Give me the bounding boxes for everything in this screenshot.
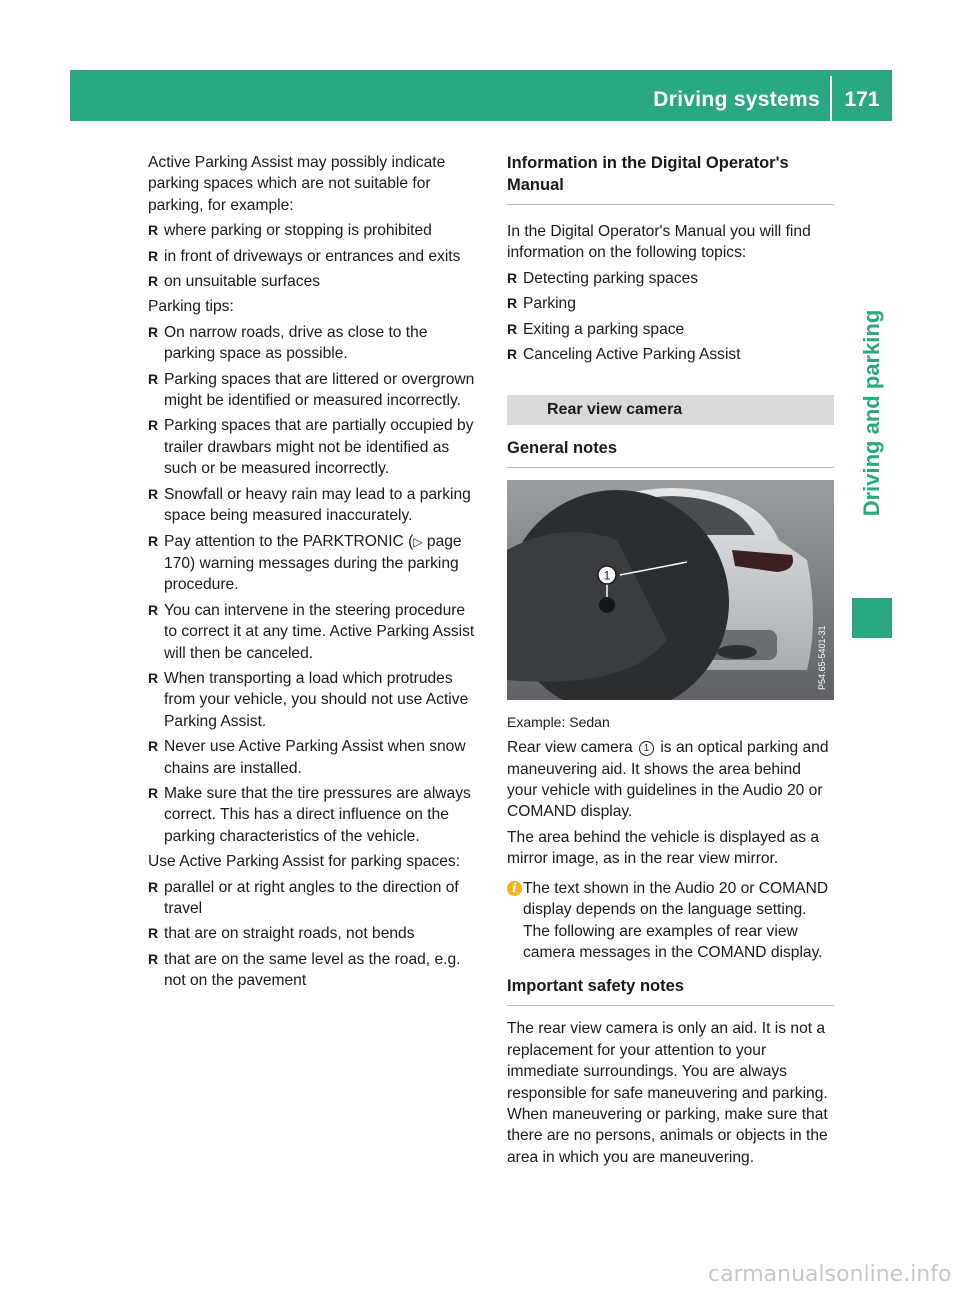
list-item: R Detecting parking spaces [507,268,834,289]
tip-text: ) warning messages during the parking procedure. [164,554,459,594]
figure-code: P54.65-5401-31 [817,625,827,690]
digital-topics-list [507,268,834,366]
info-icon: i [507,881,522,896]
list-item: R Never use Active Parking Assist when snow chains are installed. [148,736,482,779]
note-text: The text shown in the Audio 20 or COMAND display depends on the language setting. The following are examples of rear view camera messages in the COMAND display. [523,879,829,961]
list-item: R You can intervene in the steering procedure to correct it at any time. Active Parking Assist will then be canceled. [148,600,482,664]
use-label: Use Active Parking Assist for parking spaces: [148,853,461,871]
list-item: R Parking spaces that are littered or overgrown might be identified or measured incorrectly. [148,369,482,412]
use-list [148,877,482,992]
intro-paragraph: Active Parking Assist may possibly indicate parking spaces which are not suitable for parking, for example: [148,154,446,214]
side-tab-label: Driving and parking [859,309,884,517]
list-item: R Canceling Active Parking Assist [507,344,834,365]
unsuitable-list [148,220,482,292]
list-item: R on unsuitable surfaces [148,271,482,292]
list-item: R in front of driveways or entrances and exits [148,246,482,267]
header-divider [830,76,832,121]
right-column [507,152,834,1172]
info-note [507,878,834,964]
camera-paragraph [507,737,834,823]
safety-paragraph: The rear view camera is only an aid. It is not a replacement for your attention to your immediate surroundings. You are always responsible for safe maneuvering and parking. When maneuvering or parking, make sure that there are no persons, animals or objects in the area in which you are maneuvering. [507,1020,828,1166]
header-bar [70,70,892,121]
list-item: R that are on straight roads, not bends [148,923,482,944]
side-marker [852,598,892,638]
rear-camera-figure [507,480,834,700]
list-item: R Snowfall or heavy rain may lead to a parking space being measured inaccurately. [148,484,482,527]
list-item: R Exiting a parking space [507,319,834,340]
list-item: R Make sure that the tire pressures are always correct. This has a direct influence on the parking characteristics of the vehicle. [148,783,482,847]
list-item [148,531,482,596]
car-rear-illustration [507,480,834,700]
tips-label: Parking tips: [148,298,234,316]
figure-caption: Example: Sedan [507,713,610,730]
list-item: R Parking spaces that are partially occupied by trailer drawbars might not be identified as such or be measured incorrectly. [148,415,482,479]
page-reference-link[interactable]: page 170 [164,532,462,572]
mirror-paragraph: The area behind the vehicle is displayed as a mirror image, as in the rear view mirror. [507,828,820,868]
camera-text: is an optical parking and maneuvering aid. It shows the area behind your vehicle with guidelines in the Audio 20 or COMAND display. [507,739,829,821]
page-number: 171 [844,88,880,111]
tip-text: Pay attention to the PARKTRONIC ( [164,532,414,550]
callout-number: 1 [603,568,611,583]
side-tab [852,248,892,578]
general-notes-heading: General notes [507,437,834,468]
chapter-title: Driving systems [653,88,820,111]
list-item: R parallel or at right angles to the direction of travel [148,877,482,920]
digital-intro: In the Digital Operator's Manual you will find information on the following topics: [507,223,811,262]
section-title: Rear view camera [507,395,834,424]
callout-circle-icon: 1 [639,741,654,756]
watermark: carmanualsonline.info [708,1262,952,1287]
list-item: R Parking [507,293,834,314]
list-item: R where parking or stopping is prohibited [148,220,482,241]
list-item: R When transporting a load which protrudes from your vehicle, you should not use Active Parking Assist. [148,668,482,732]
digital-manual-heading: Information in the Digital Operator's Manual [507,152,834,205]
list-item: R that are on the same level as the road, e.g. not on the pavement [148,949,482,992]
tips-list [148,322,482,847]
list-item: R On narrow roads, drive as close to the parking space as possible. [148,322,482,365]
left-column [148,152,482,996]
page-ref-arrow-icon: ▷ [413,534,423,549]
safety-heading: Important safety notes [507,975,834,1006]
camera-text: Rear view camera [507,739,633,757]
